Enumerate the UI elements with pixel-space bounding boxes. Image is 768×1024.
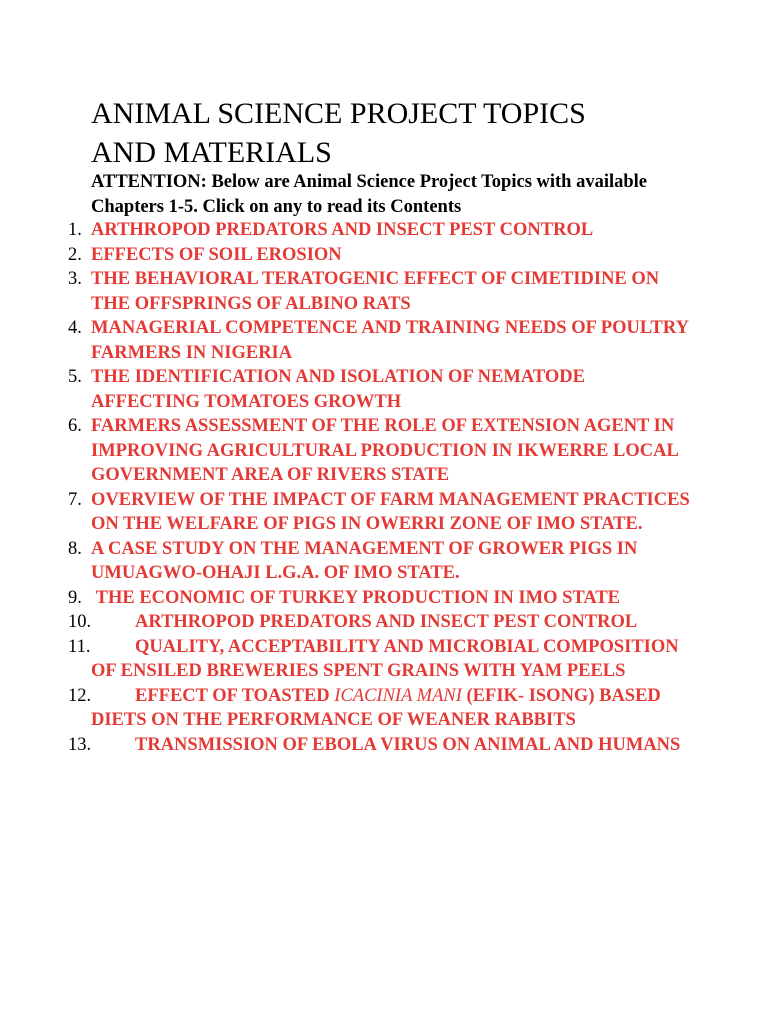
topic-link-text: ARTHROPOD PREDATORS AND INSECT PEST CONTROL <box>135 612 638 632</box>
topic-item-1 <box>0 218 768 243</box>
topic-item-11 <box>0 635 768 684</box>
attention-note: ATTENTION: Below are Animal Science Project Topics with available Chapters 1-5. Click on any to read its Contents <box>91 172 648 217</box>
topic-item-6 <box>0 414 768 488</box>
topic-item-4 <box>0 316 768 365</box>
topic-number: 11. <box>68 636 91 657</box>
topic-link-text: TRANSMISSION OF EBOLA VIRUS ON ANIMAL AND HUMANS <box>135 734 681 755</box>
topic-link[interactable] <box>91 684 691 733</box>
topic-item-5 <box>0 365 768 414</box>
topic-item-3 <box>0 267 768 316</box>
page-title-line-1: ANIMAL SCIENCE PROJECT TOPICS <box>91 97 586 130</box>
topic-item-13 <box>0 733 768 758</box>
topic-link[interactable] <box>91 733 691 758</box>
topic-number: 3. <box>68 269 82 289</box>
topic-link[interactable]: ARTHROPOD PREDATORS AND INSECT PEST CONTROL <box>91 220 594 240</box>
page-title-line-2: AND MATERIALS <box>91 136 332 169</box>
topic-number: 13. <box>68 734 92 755</box>
topic-link[interactable] <box>91 610 691 635</box>
topic-number: 6. <box>68 416 82 436</box>
topic-link-text: QUALITY, ACCEPTABILITY AND MICROBIAL COMPOSITION OF ENSILED BREWERIES SPENT GRAINS WITH YAM PEELS <box>91 636 679 681</box>
topic-link[interactable]: EFFECTS OF SOIL EROSION <box>91 244 342 265</box>
topic-link[interactable]: OVERVIEW OF THE IMPACT OF FARM MANAGEMENT PRACTICES ON THE WELFARE OF PIGS IN OWERRI ZONE OF IMO STATE. <box>91 489 690 534</box>
topic-item-7 <box>0 488 768 537</box>
topic-item-2 <box>0 243 768 268</box>
topic-link-text: (EFIK- ISONG) BASED DIETS ON THE PERFORMANCE OF WEANER RABBITS <box>91 685 661 730</box>
topic-list <box>0 218 768 757</box>
topic-link[interactable]: A CASE STUDY ON THE MANAGEMENT OF GROWER PIGS IN UMUAGWO-OHAJI L.G.A. OF IMO STATE. <box>91 538 638 583</box>
topic-link[interactable] <box>91 635 691 684</box>
topic-number: 10. <box>68 612 92 632</box>
topic-item-12 <box>0 684 768 733</box>
topic-item-10 <box>0 610 768 635</box>
topic-number: 1. <box>68 220 82 240</box>
topic-number: 12. <box>68 685 92 706</box>
topic-item-8 <box>0 537 768 586</box>
topic-number: 8. <box>68 538 82 559</box>
topic-number: 2. <box>68 244 82 265</box>
topic-link[interactable] <box>91 586 691 611</box>
topic-number: 5. <box>68 367 82 387</box>
topic-link[interactable]: MANAGERIAL COMPETENCE AND TRAINING NEEDS OF POULTRY FARMERS IN NIGERIA <box>91 318 689 363</box>
topic-link[interactable]: THE IDENTIFICATION AND ISOLATION OF NEMATODE AFFECTING TOMATOES GROWTH <box>91 367 585 412</box>
species-name: ICACINIA MANI <box>334 685 462 706</box>
topic-link[interactable]: THE BEHAVIORAL TERATOGENIC EFFECT OF CIMETIDINE ON THE OFFSPRINGS OF ALBINO RATS <box>91 269 660 314</box>
topic-link-text: EFFECT OF TOASTED <box>135 685 335 706</box>
page-title <box>91 94 711 172</box>
topic-number: 7. <box>68 489 82 510</box>
topic-item-9 <box>0 586 768 611</box>
topic-number: 4. <box>68 318 82 338</box>
topic-number: 9. <box>68 587 82 608</box>
topic-link-text: THE ECONOMIC OF TURKEY PRODUCTION IN IMO STATE <box>95 587 621 608</box>
topic-link[interactable]: FARMERS ASSESSMENT OF THE ROLE OF EXTENSION AGENT IN IMPROVING AGRICULTURAL PRODUCTION IN IKWERRE LOCAL GOVERNMENT AREA OF RIVERS STATE <box>91 416 678 485</box>
